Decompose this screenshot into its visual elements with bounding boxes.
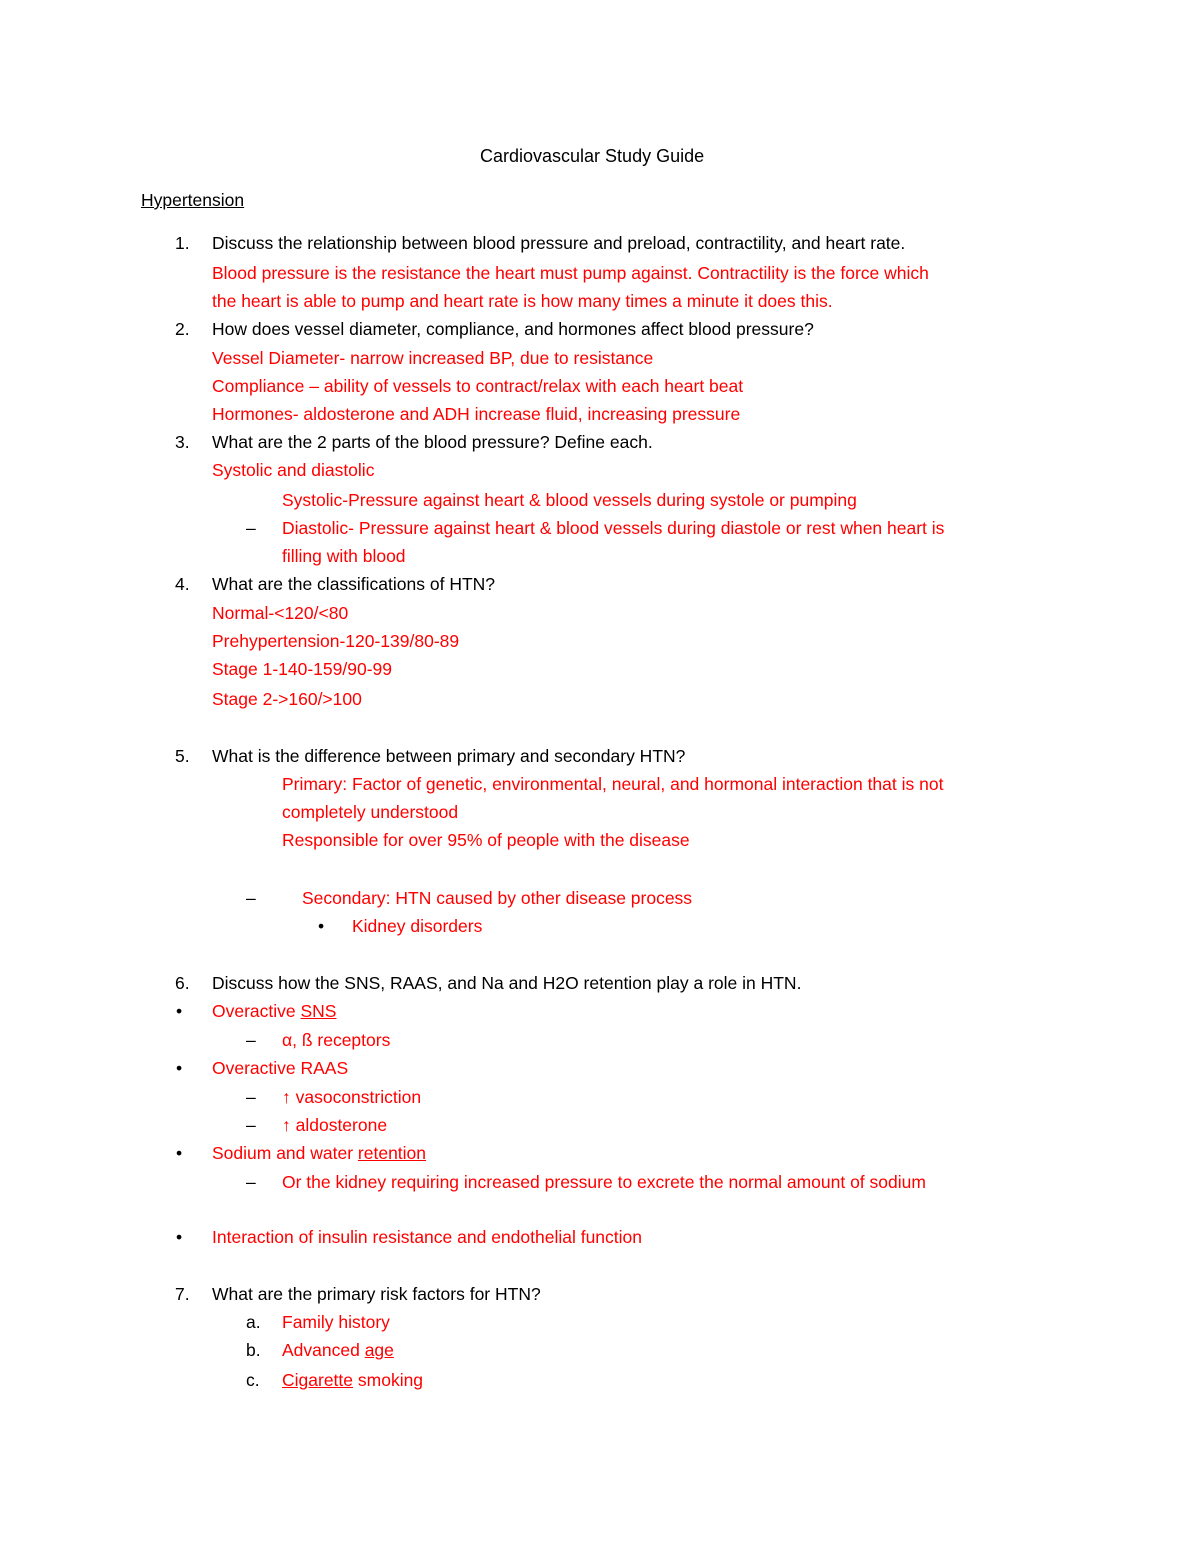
q7-item-cigarette-smoking [282,1369,423,1391]
q7-item-advanced-age-text: Advanced [282,1340,365,1360]
q2-number: 2. [175,319,190,339]
q5-answer-line-3: Responsible for over 95% of people with the disease [282,830,690,850]
q6-bullet-2: • [176,1058,183,1078]
q4-number: 4. [175,574,190,594]
q1-question: Discuss the relationship between blood pressure and preload, contractility, and heart rate. [212,233,906,253]
q4-answer-line-4: Stage 2->160/>100 [212,689,362,709]
q2-question: How does vessel diameter, compliance, and hormones affect blood pressure? [212,319,814,339]
q6-item-sodium-underlined: retention [357,1143,427,1163]
q4-answer-line-3: Stage 1-140-159/90-99 [212,659,392,679]
q4-question: What are the classifications of HTN? [212,574,496,594]
q3-answer-line-4: filling with blood [282,546,406,566]
q1-answer-line-1: Blood pressure is the resistance the heart must pump against. Contractility is the force which [212,263,929,283]
q7-letter-a: a. [246,1312,261,1332]
q5-bullet: • [318,916,325,936]
q6-question: Discuss how the SNS, RAAS, and Na and H2O retention play a role in HTN. [212,973,802,993]
q7-item-family-history: Family history [282,1312,390,1332]
q6-bullet-4: • [176,1227,183,1247]
q6-bullet-1: • [176,1001,183,1021]
q7-item-advanced-age-underlined: age [364,1340,394,1360]
q3-answer-line-3: Diastolic- Pressure against heart & blood vessels during diastole or rest when heart is [282,518,945,538]
q6-item-insulin: Interaction of insulin resistance and endothelial function [212,1227,642,1247]
q6-dash-1: – [246,1030,256,1050]
q1-answer-line-2: the heart is able to pump and heart rate is how many times a minute it does this. [212,291,833,311]
q3-answer-line-2: Systolic-Pressure against heart & blood vessels during systole or pumping [282,490,857,510]
q5-question: What is the difference between primary and secondary HTN? [212,746,686,766]
q3-number: 3. [175,432,190,452]
q6-number: 6. [175,973,190,993]
q6-dash-4: – [246,1172,256,1192]
q2-answer-line-3: Hormones- aldosterone and ADH increase fluid, increasing pressure [212,404,741,424]
q7-letter-b: b. [246,1340,261,1360]
q5-answer-line-2: completely understood [282,802,459,822]
q4-answer-line-1: Normal-<120/<80 [212,603,349,623]
q3-answer-line-1: Systolic and diastolic [212,460,375,480]
q6-dash-3: – [246,1115,256,1135]
q6-item-sns-text: Overactive [212,1001,301,1021]
q7-item-smoking-text: smoking [353,1370,424,1390]
q5-answer-line-4: Secondary: HTN caused by other disease process [302,888,693,908]
q6-sub-receptors: α, ß receptors [282,1030,391,1050]
q6-sub-kidney: Or the kidney requiring increased pressure to excrete the normal amount of sodium [282,1172,926,1192]
q6-sub-aldosterone: ↑ aldosterone [282,1115,388,1135]
q7-item-cigarette-underlined: Cigarette [282,1370,354,1390]
q1-number: 1. [175,233,190,253]
q3-question: What are the 2 parts of the blood pressure? Define each. [212,432,653,452]
q4-answer-line-2: Prehypertension-120-139/80-89 [212,631,460,651]
q5-answer-line-1: Primary: Factor of genetic, environmental, neural, and hormonal interaction that is not [282,774,944,794]
q2-answer-line-2: Compliance – ability of vessels to contract/relax with each heart beat [212,376,744,396]
q5-answer-line-5: Kidney disorders [352,916,483,936]
q5-dash: – [246,888,256,908]
q6-bullet-3: • [176,1143,183,1163]
q5-number: 5. [175,746,190,766]
q3-dash: – [246,518,256,538]
q6-item-raas: Overactive RAAS [212,1058,349,1078]
q6-item-sns [212,1000,336,1022]
q6-item-sodium [212,1142,426,1164]
q6-item-sodium-text: Sodium and water [212,1143,358,1163]
q7-number: 7. [175,1284,190,1304]
q6-dash-2: – [246,1087,256,1107]
section-heading: Hypertension [141,190,245,210]
q7-question: What are the primary risk factors for HTN? [212,1284,541,1304]
q7-item-advanced-age [282,1339,394,1361]
q6-sub-vasoconstriction: ↑ vasoconstriction [282,1087,422,1107]
q6-item-sns-underlined: SNS [300,1001,337,1021]
q7-letter-c: c. [246,1370,260,1390]
q2-answer-line-1: Vessel Diameter- narrow increased BP, due to resistance [212,348,654,368]
page-title: Cardiovascular Study Guide [480,146,705,166]
